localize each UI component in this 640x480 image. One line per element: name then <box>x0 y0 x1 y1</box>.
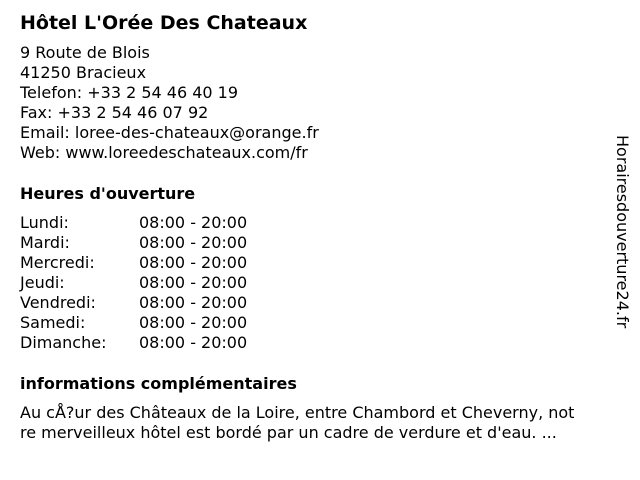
time-range: 08:00 - 20:00 <box>139 233 248 252</box>
description-line: Au cÅ?ur des Châteaux de la Loire, entre Chambord et Cheverny, not <box>20 403 575 422</box>
day-label: Dimanche: <box>20 333 107 352</box>
hours-row <box>20 233 280 253</box>
hours-row <box>20 213 280 233</box>
address-street: 9 Route de Blois <box>20 43 150 62</box>
day-label: Mercredi: <box>20 253 95 272</box>
time-range: 08:00 - 20:00 <box>139 213 248 232</box>
day-label: Jeudi: <box>20 273 65 292</box>
description <box>20 403 630 443</box>
contact-block <box>20 43 319 163</box>
time-range: 08:00 - 20:00 <box>139 253 248 272</box>
time-range: 08:00 - 20:00 <box>139 313 248 332</box>
hours-table <box>20 213 280 353</box>
web-text: Web: www.loreedeschateaux.com/fr <box>20 143 308 162</box>
description-line: re merveilleux hôtel est bordé par un cadre de verdure et d'eau. ... <box>20 423 557 442</box>
hours-row <box>20 293 280 313</box>
time-range: 08:00 - 20:00 <box>139 333 248 352</box>
page-title: Hôtel L'Orée Des Chateaux <box>20 12 308 34</box>
day-label: Samedi: <box>20 313 86 332</box>
hours-heading: Heures d'ouverture <box>20 184 196 203</box>
hours-row <box>20 273 280 293</box>
watermark-text: Horairesdouverture24.fr <box>613 135 632 329</box>
hours-row <box>20 333 280 353</box>
time-range: 08:00 - 20:00 <box>139 273 248 292</box>
email-text: Email: loree-des-chateaux@orange.fr <box>20 123 319 142</box>
hours-row <box>20 253 280 273</box>
fax-text: Fax: +33 2 54 46 07 92 <box>20 103 209 122</box>
day-label: Vendredi: <box>20 293 96 312</box>
time-range: 08:00 - 20:00 <box>139 293 248 312</box>
phone-text: Telefon: +33 2 54 46 40 19 <box>20 83 239 102</box>
hours-row <box>20 313 280 333</box>
address-city: 41250 Bracieux <box>20 63 147 82</box>
info-heading: informations complémentaires <box>20 374 297 393</box>
day-label: Mardi: <box>20 233 70 252</box>
day-label: Lundi: <box>20 213 69 232</box>
